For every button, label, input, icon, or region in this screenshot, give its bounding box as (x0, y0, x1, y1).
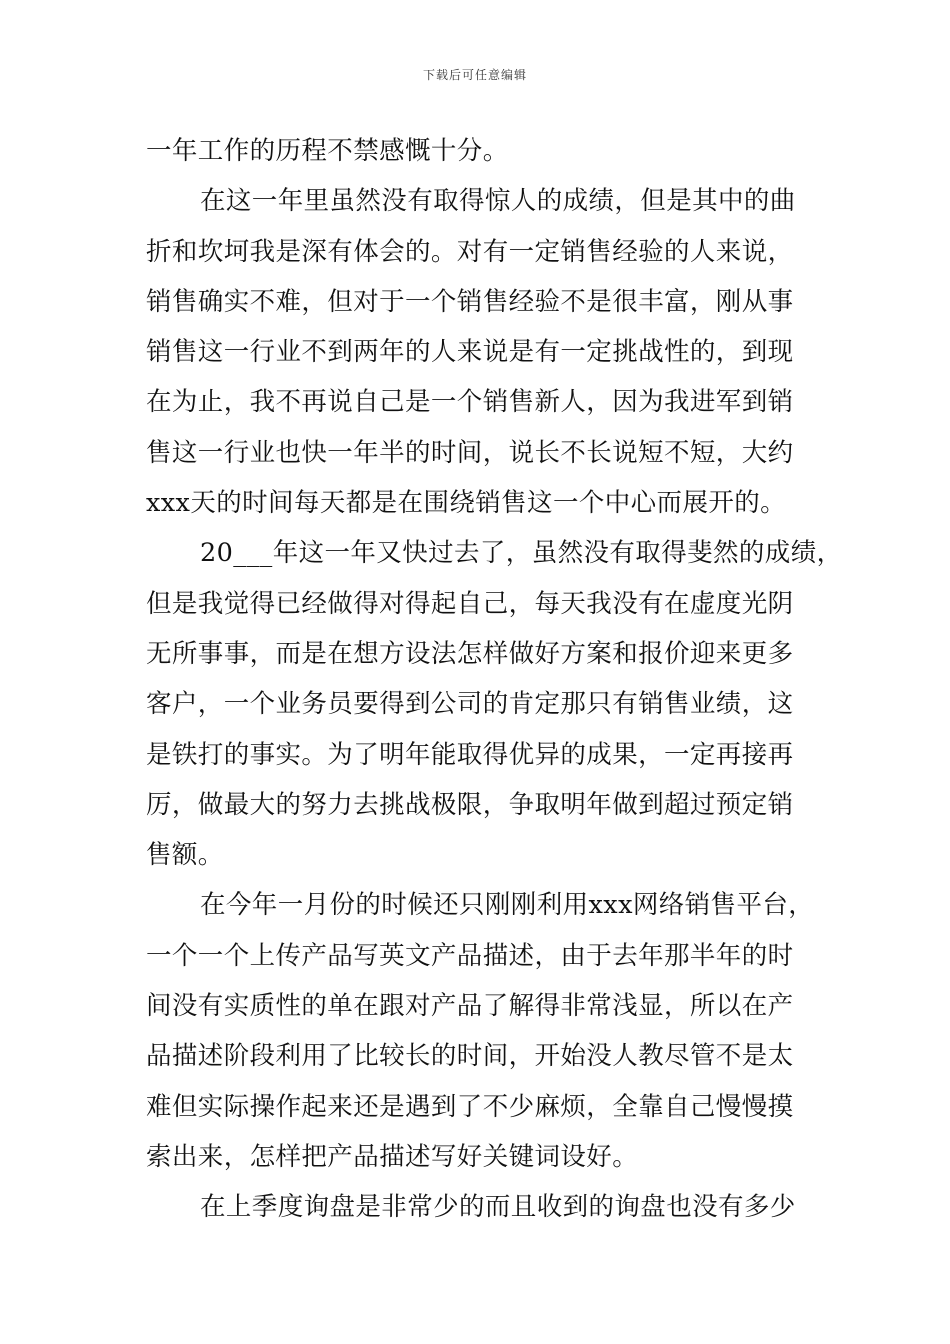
text-line: 折和坎坷我是深有体会的。对有一定销售经验的人来说， (146, 236, 794, 267)
text-line: 售这一行业也快一年半的时间，说长不长说短不短，大约 (146, 437, 794, 468)
text-line: 在这一年里虽然没有取得惊人的成绩，但是其中的曲 (200, 186, 796, 217)
page-header: 下载后可任意编辑 (422, 68, 527, 82)
text-line: 在上季度询盘是非常少的而且收到的询盘也没有多少 (200, 1192, 796, 1223)
document-body (146, 126, 843, 1233)
text-line: 但是我觉得已经做得对得起自己，每天我没有在虚度光阴 (146, 588, 794, 619)
text-line: 客户，一个业务员要得到公司的肯定那只有销售业绩，这 (146, 689, 794, 720)
text-line: 间没有实质性的单在跟对产品了解得非常浅显，所以在产 (146, 991, 794, 1022)
text-line: 销售确实不难，但对于一个销售经验不是很丰富，刚从事 (146, 286, 794, 317)
text-line: 难但实际操作起来还是遇到了不少麻烦，全靠自己慢慢摸 (146, 1091, 794, 1122)
text-line: 20___年这一年又快过去了，虽然没有取得斐然的成绩， (200, 538, 843, 569)
text-line: 是铁打的事实。为了明年能取得优异的成果，一定再接再 (146, 739, 794, 770)
text-line: xxx天的时间每天都是在围绕销售这一个中心而展开的。 (146, 488, 787, 519)
text-line: 售额。 (146, 840, 224, 871)
text-line: 无所事事，而是在想方设法怎样做好方案和报价迎来更多 (146, 638, 794, 669)
text-line: 一年工作的历程不禁感慨十分。 (146, 136, 509, 166)
text-line: 一个一个上传产品写英文产品描述，由于去年那半年的时 (146, 940, 794, 971)
text-line: 索出来，怎样把产品描述写好关键词设好。 (146, 1141, 639, 1172)
text-line: 厉，做最大的努力去挑战极限，争取明年做到超过预定销 (146, 789, 794, 820)
text-line: 在为止，我不再说自己是一个销售新人，因为我进军到销 (146, 387, 794, 418)
text-line: 在今年一月份的时候还只刚刚利用xxx网络销售平台， (200, 890, 815, 921)
text-line: 销售这一行业不到两年的人来说是有一定挑战性的，到现 (146, 337, 794, 368)
text-line: 品描述阶段利用了比较长的时间，开始没人教尽管不是太 (146, 1041, 794, 1072)
